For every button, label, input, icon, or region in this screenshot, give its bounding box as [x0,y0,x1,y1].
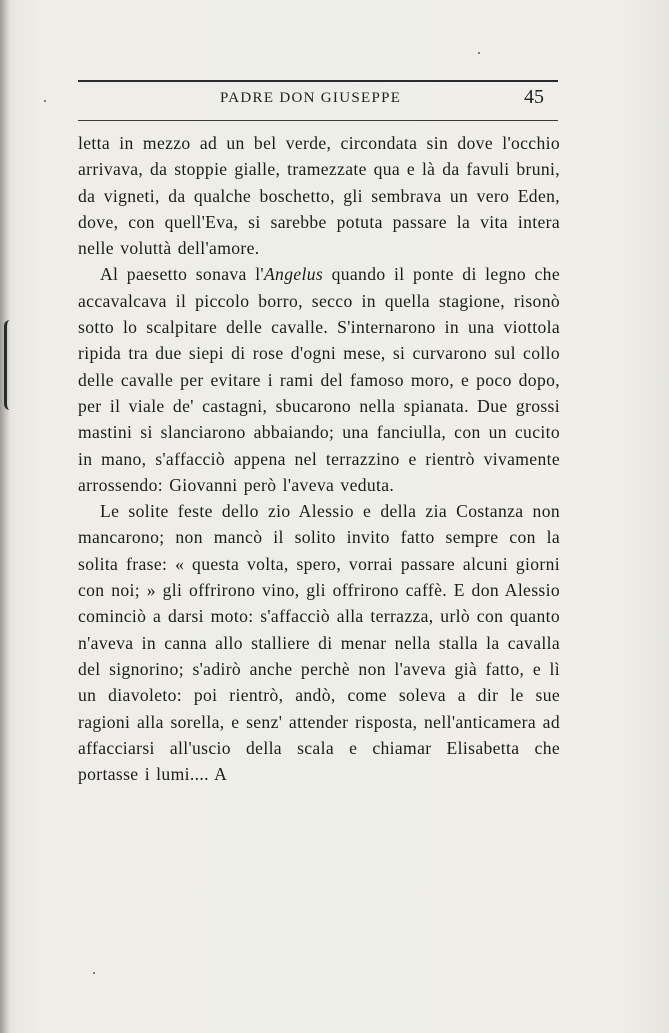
paragraph-1: letta in mezzo ad un bel verde, circondata sin dove l'occhio arrivava, da stoppie gialle, tramezzate qua e là da favuli bruni, da vigneti, da qualche boschetto, gli sembrava un vero Eden, dove, con quell'Eva, si sarebbe potuta passare la vita intera nelle voluttà dell'amore. [78,133,560,259]
paragraph-2-italic: Angelus [263,264,324,285]
header-rule-top [78,80,558,82]
body-text [78,130,560,787]
page-binding-shadow [0,0,10,1033]
print-speck [478,52,480,54]
paragraph-3: Le solite feste dello zio Alessio e della zia Costanza non mancarono; non mancò il solito invito fatto sempre con la solita frase: « questa volta, spero, vorrai passare alcuni giorni con noi; » gli offrirono vino, gli offrirono caffè. E don Alessio cominciò a darsi moto: s'affacciò alla terrazza, urlò con quanto n'aveva in canna allo stalliere di menar nella stalla la cavalla del signorino; s'adirò anche perchè non l'aveva già fatto, e lì un diavoleto: poi rientrò, andò, come soleva a dir le sue ragioni alla sorella, e senz' attender risposta, nell'anticamera ad affacciarsi all'uscio della scala e chiamar Elisabetta che portasse i lumi.... A [78,501,560,785]
print-speck [44,100,46,102]
header-rule-bottom [78,120,558,121]
paragraph-2 [78,261,560,498]
paragraph-2-before: Al paesetto sonava l' [100,264,264,285]
running-title: PADRE DON GIUSEPPE [220,90,402,106]
binding-mark [4,320,21,410]
page-number: 45 [524,86,544,108]
print-speck [93,972,95,974]
paragraph-2-after: quando il ponte di legno che accavalcava il piccolo borro, secco in quella stagione, risonò sotto lo scalpitare delle cavalle. S'internarono in una viottola ripida tra due siepi di rose d'ogni mese, si curvarono sul collo delle cavalle per evitare i rami del famoso moro, e poco dopo, per il viale de' castagni, sbucarono nella spianata. Due grossi mastini si slanciarono abbaiando; una fanciulla, con un cucito in mano, s'affacciò appena nel terrazzino e rientrò vivamente arrossendo: Giovanni però l'aveva veduta. [78,264,560,495]
running-head [78,88,558,114]
